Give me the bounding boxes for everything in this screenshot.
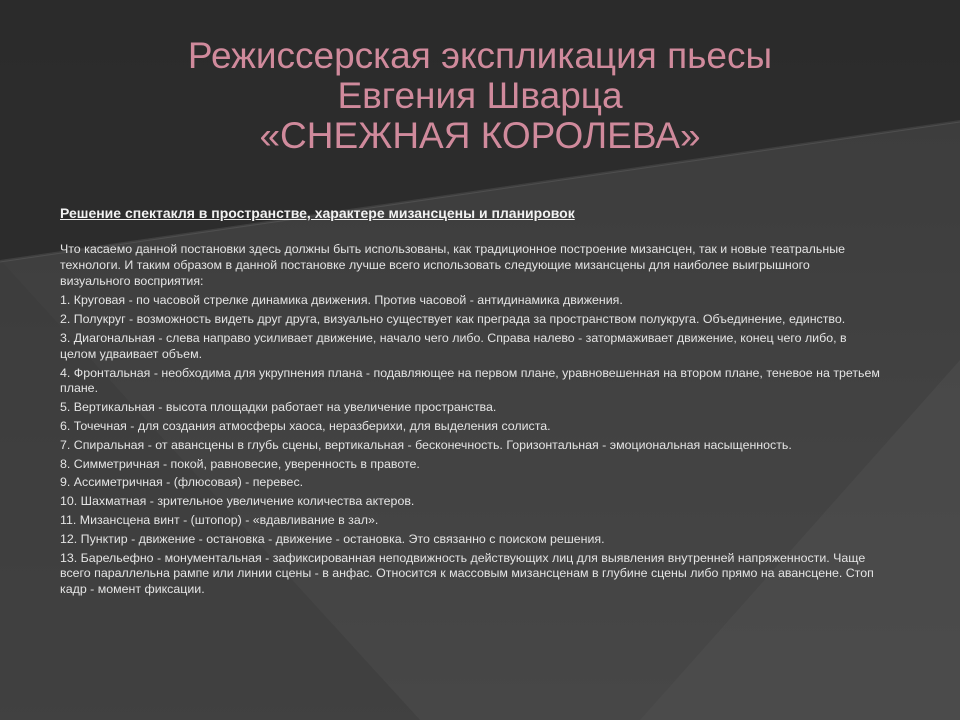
list-item: 10. Шахматная - зрительное увеличение количества актеров. xyxy=(60,494,415,509)
list-item: 3. Диагональная - слева направо усиливает движение, начало чего либо. Справа налево - затормаживает движение, конец чего либо, в целом удваивает объем. xyxy=(60,330,847,361)
list-item: 11. Мизансцена винт - (штопор) - «вдавливание в зал». xyxy=(60,512,379,527)
list-item: 1. Круговая - по часовой стрелке динамика движения. Против часовой - антидинамика движения. xyxy=(60,293,623,308)
intro-paragraph: Что касаемо данной постановки здесь должны быть использованы, как традиционное построение мизансцен, так и новые театральные технологи. И таким образом в данной постановке лучше всего использовать следующие мизансцены для наиболее выигрышного визуального восприятия: xyxy=(60,242,845,288)
list-item: 5. Вертикальная - высота площадки работает на увеличение пространства. xyxy=(60,400,497,415)
slide-title xyxy=(100,36,860,156)
list-item: 8. Симметричная - покой, равновесие, уверенность в правоте. xyxy=(60,456,420,471)
title-line-2: Евгения Шварца xyxy=(337,75,623,116)
slide-content xyxy=(60,204,880,601)
section-subtitle: Решение спектакля в пространстве, характере мизансцены и планировок xyxy=(60,205,575,221)
list-item: 6. Точечная - для создания атмосферы хаоса, неразберихи, для выделения солиста. xyxy=(60,418,551,433)
list-item: 2. Полукруг - возможность видеть друг друга, визуально существует как преграда за пространством полукруга. Объединение, единство. xyxy=(60,312,846,327)
list-item: 7. Спиральная - от авансцены в глубь сцены, вертикальная - бесконечность. Горизонтальная - эмоциональная насыщенность. xyxy=(60,437,792,452)
mise-en-scene-list xyxy=(60,293,880,598)
list-item: 4. Фронтальная - необходима для укрупнения плана - подавляющее на первом плане, уравновешенная на втором плане, теневое на третьем плане. xyxy=(60,365,880,396)
title-line-3: «СНЕЖНАЯ КОРОЛЕВА» xyxy=(259,115,701,156)
list-item: 13. Барельефно - монументальная - зафиксированная неподвижность действующих лиц для выявления внутренней напряженности. Чаще всего параллельна рампе или линии сцены - в анфас. Относится к массовым мизансценам в глубине сцены либо прямо на авансцене. Стоп кадр - момент фиксации. xyxy=(60,550,874,597)
list-item: 12. Пунктир - движение - остановка - движение - остановка. Это связанно с поиском решения. xyxy=(60,531,605,546)
title-line-1: Режиссерская экспликация пьесы xyxy=(187,35,773,76)
list-item: 9. Ассиметричная - (флюсовая) - перевес. xyxy=(60,475,304,490)
